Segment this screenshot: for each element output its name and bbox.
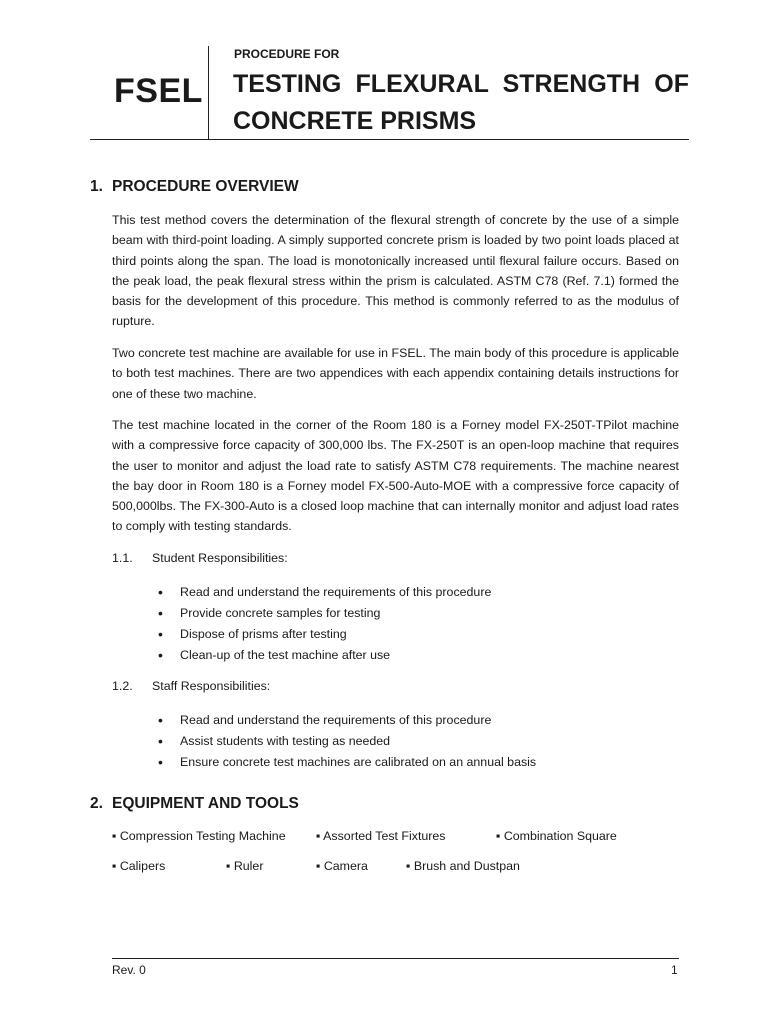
student-responsibilities-list: [158, 582, 491, 666]
list-item: • Ensure concrete test machines are calibrated on an annual basis: [158, 752, 536, 773]
paragraph-overview-3: The test machine located in the corner of the Room 180 is a Forney model FX-250T-TPilot machine with a compressive force capacity of 300,000 lbs. The FX-250T is an open-loop machine that requires the user to monitor and adjust the load rate to satisfy ASTM C78 requirements. The machine nearest the bay door in Room 180 is a Forney model FX-500-Auto-MOE with a compressive force capacity of 500,000lbs. The FX-300-Auto is a closed loop machine that can internally monitor and adjust load rates to comply with testing standards.: [112, 418, 679, 534]
section-title: EQUIPMENT AND TOOLS: [112, 795, 299, 812]
header-divider-vertical: [208, 46, 209, 139]
paragraph-overview-2: Two concrete test machine are available for use in FSEL. The main body of this procedure is applicable to both test machines. There are two appendices with each appendix containing details instructions for one of these two machine.: [112, 346, 679, 401]
list-item: • Read and understand the requirements of this procedure: [158, 710, 536, 731]
logo: FSEL: [114, 72, 203, 110]
subsection-number: 1.1.: [112, 551, 133, 565]
list-item: • Assist students with testing as needed: [158, 731, 536, 752]
page-number: 1: [671, 963, 678, 977]
procedure-for-label: PROCEDURE FOR: [234, 47, 340, 61]
staff-responsibilities-list: [158, 710, 536, 773]
subsection-number: 1.2.: [112, 679, 133, 693]
tool-item: ▪ Combination Square: [496, 829, 617, 843]
tool-item: ▪ Assorted Test Fixtures: [316, 829, 446, 843]
tool-item: ▪ Calipers: [112, 859, 166, 873]
title-line-1: TESTING FLEXURAL STRENGTH OF: [233, 70, 689, 98]
subsection-title: Student Responsibilities:: [152, 551, 288, 565]
section-heading-equipment: [90, 795, 299, 813]
section-number: 1.: [90, 178, 103, 195]
section-number: 2.: [90, 795, 103, 812]
footer-divider: [112, 958, 679, 959]
tool-item: ▪ Compression Testing Machine: [112, 829, 286, 843]
title-line-2: CONCRETE PRISMS: [233, 107, 477, 135]
list-item: • Read and understand the requirements of this procedure: [158, 582, 491, 603]
tool-item: ▪ Ruler: [226, 859, 264, 873]
paragraph-overview-1: This test method covers the determination of the flexural strength of concrete by the use of a simple beam with third-point loading. A simply supported concrete prism is loaded by two point loads placed at third points along the span. The load is monotonically increased until flexural failure occurs. Based on the peak load, the peak flexural stress within the prism is calculated. ASTM C78 (Ref. 7.1) formed the basis for the development of this procedure. This method is commonly referred to as the modulus of rupture.: [112, 213, 679, 329]
list-item: • Dispose of prisms after testing: [158, 624, 491, 645]
list-item: • Provide concrete samples for testing: [158, 603, 491, 624]
subsection-heading-staff: [112, 679, 270, 693]
list-item: • Clean-up of the test machine after use: [158, 645, 491, 666]
tool-item: ▪ Brush and Dustpan: [406, 859, 520, 873]
revision-label: Rev. 0: [112, 963, 146, 977]
section-heading-overview: [90, 178, 299, 196]
subsection-title: Staff Responsibilities:: [152, 679, 271, 693]
subsection-heading-student: [112, 551, 288, 565]
section-title: PROCEDURE OVERVIEW: [112, 178, 299, 195]
document-title: [233, 66, 689, 140]
tool-item: ▪ Camera: [316, 859, 368, 873]
